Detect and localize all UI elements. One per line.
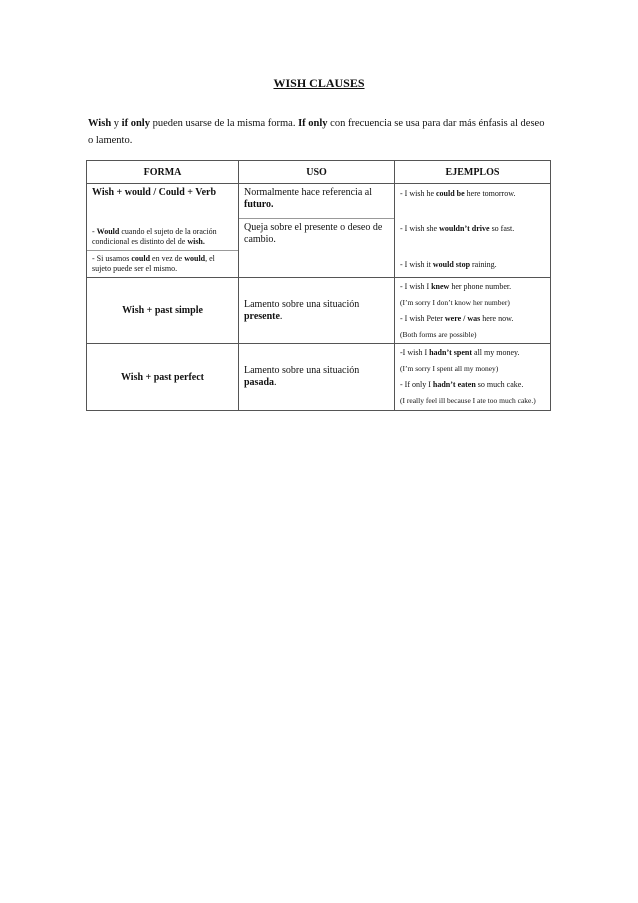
row2-example-3-bold: were / was bbox=[444, 314, 481, 323]
row2-uso-text: Lamento sobre una situación bbox=[244, 298, 360, 310]
row1-note-could: - Si usamos could en vez de would, el sujeto puede ser el mismo. bbox=[87, 250, 238, 277]
intro-bold-if-only-2: If only bbox=[298, 118, 328, 129]
row3-example-3-bold: hadn’t eaten bbox=[432, 380, 476, 389]
row3-uso-text: Lamento sobre una situación bbox=[244, 365, 360, 376]
row3-uso-cell bbox=[239, 344, 395, 411]
header-forma: FORMA bbox=[87, 161, 239, 184]
row1-example-2 bbox=[395, 220, 550, 257]
row3-ejemplos-cell bbox=[395, 344, 551, 411]
row1-note-wish-bold: wish. bbox=[187, 237, 205, 246]
intro-text-2: pueden usarse de la misma forma. bbox=[149, 118, 299, 129]
row2-example-1 bbox=[395, 278, 550, 295]
row1-forma: Wish + would / Could + Verb bbox=[92, 187, 217, 198]
row1-example-3 bbox=[395, 257, 550, 277]
row2-example-4: (Both forms are possible) bbox=[400, 330, 477, 339]
row1-note-would: - Would cuando el sujeto de la oración condicional es distinto del de wish. bbox=[92, 227, 217, 246]
row2-example-1-text-1: - I wish I bbox=[400, 282, 432, 291]
table-row bbox=[87, 278, 551, 344]
row1-example-2-bold: wouldn’t drive bbox=[439, 224, 490, 233]
row3-example-3 bbox=[395, 377, 550, 393]
row3-example-4: (I really feel ill because I ate too much cake.) bbox=[400, 396, 536, 405]
row3-example-1-text-2: all my money. bbox=[472, 348, 520, 357]
row2-uso bbox=[239, 296, 394, 326]
row1-note-could-text-1: Si usamos bbox=[96, 254, 132, 263]
row1-example-2-text-1: - I wish she bbox=[400, 224, 440, 233]
intro-paragraph bbox=[88, 115, 550, 149]
row3-uso-bold: pasada bbox=[244, 377, 275, 388]
intro-text-1: y bbox=[111, 118, 122, 129]
row1-note-would-bold: Would bbox=[96, 227, 120, 236]
row3-example-3-text-2: so much cake. bbox=[475, 380, 524, 389]
row2-example-3-text-1: - I wish Peter bbox=[400, 314, 445, 323]
row1-forma-cell bbox=[87, 184, 239, 278]
row1-note-could-text-3: , el sujeto puede ser el mismo. bbox=[92, 254, 215, 273]
row3-forma-cell bbox=[87, 344, 239, 411]
intro-bold-if-only: if only bbox=[121, 118, 150, 129]
row2-forma: Wish + past simple bbox=[122, 305, 203, 316]
row3-example-1-bold: hadn’t spent bbox=[429, 348, 473, 357]
intro-bold-wish: Wish bbox=[88, 118, 112, 129]
row1-example-3-text-2: raining. bbox=[470, 260, 497, 269]
row1-uso-bold: futuro. bbox=[244, 199, 274, 210]
row3-example-1-text-1: -I wish I bbox=[400, 348, 430, 357]
row1-note-could-bold: could bbox=[131, 254, 151, 263]
row2-uso-dot: . bbox=[279, 310, 283, 322]
row2-ejemplos-cell bbox=[395, 278, 551, 344]
table-row bbox=[87, 184, 551, 278]
row2-example-3-text-2: here now. bbox=[480, 314, 514, 323]
row2-example-3 bbox=[395, 311, 550, 327]
intro-text-3: con frecuencia se usa para dar más énfasis al deseo o lamento. bbox=[88, 118, 545, 146]
header-ejemplos: EJEMPLOS bbox=[395, 161, 551, 184]
row1-uso-cell bbox=[239, 184, 395, 278]
row2-example-2: (I’m sorry I don’t know her number) bbox=[400, 298, 510, 307]
row1-uso-queja: Queja sobre el presente o deseo de cambio. bbox=[239, 218, 394, 277]
row1-example-1 bbox=[395, 184, 550, 220]
row1-note-would-bold-2: would bbox=[184, 254, 206, 263]
row1-uso-futuro bbox=[239, 184, 394, 218]
row1-note-would-text: cuando el sujeto de la oración condicional es distinto del de bbox=[92, 227, 217, 246]
row2-uso-cell bbox=[239, 278, 395, 344]
row1-example-1-bold: could be bbox=[436, 189, 465, 198]
row1-example-1-text-2: here tomorrow. bbox=[464, 189, 516, 198]
row1-example-1-text-1: - I wish he bbox=[400, 189, 436, 198]
row1-example-3-bold: would stop bbox=[432, 260, 471, 269]
row1-example-2-text-2: so fast. bbox=[489, 224, 515, 233]
page-title: WISH CLAUSES bbox=[273, 76, 365, 90]
row2-example-1-text-2: her phone number. bbox=[449, 282, 512, 291]
row3-example-2: (I’m sorry I spent all my money) bbox=[400, 364, 499, 373]
table-row bbox=[87, 344, 551, 411]
row2-uso-bold: presente bbox=[244, 310, 280, 322]
row1-ejemplos-cell bbox=[395, 184, 551, 278]
table-header-row bbox=[87, 161, 551, 184]
row3-uso-dot: . bbox=[274, 377, 277, 388]
row3-example-1 bbox=[395, 344, 550, 361]
header-uso: USO bbox=[239, 161, 395, 184]
row1-uso-text: Normalmente hace referencia al bbox=[244, 187, 372, 198]
row3-forma: Wish + past perfect bbox=[120, 371, 204, 383]
row2-forma-cell bbox=[87, 278, 239, 344]
row1-example-3-text-1: - I wish it bbox=[400, 260, 433, 269]
row2-example-1-bold: knew bbox=[431, 282, 450, 291]
row1-note-could-text-2: en vez de bbox=[150, 254, 185, 263]
row3-example-3-text-1: - If only I bbox=[400, 380, 433, 389]
wish-clauses-table bbox=[86, 160, 551, 411]
row3-uso bbox=[239, 362, 394, 392]
